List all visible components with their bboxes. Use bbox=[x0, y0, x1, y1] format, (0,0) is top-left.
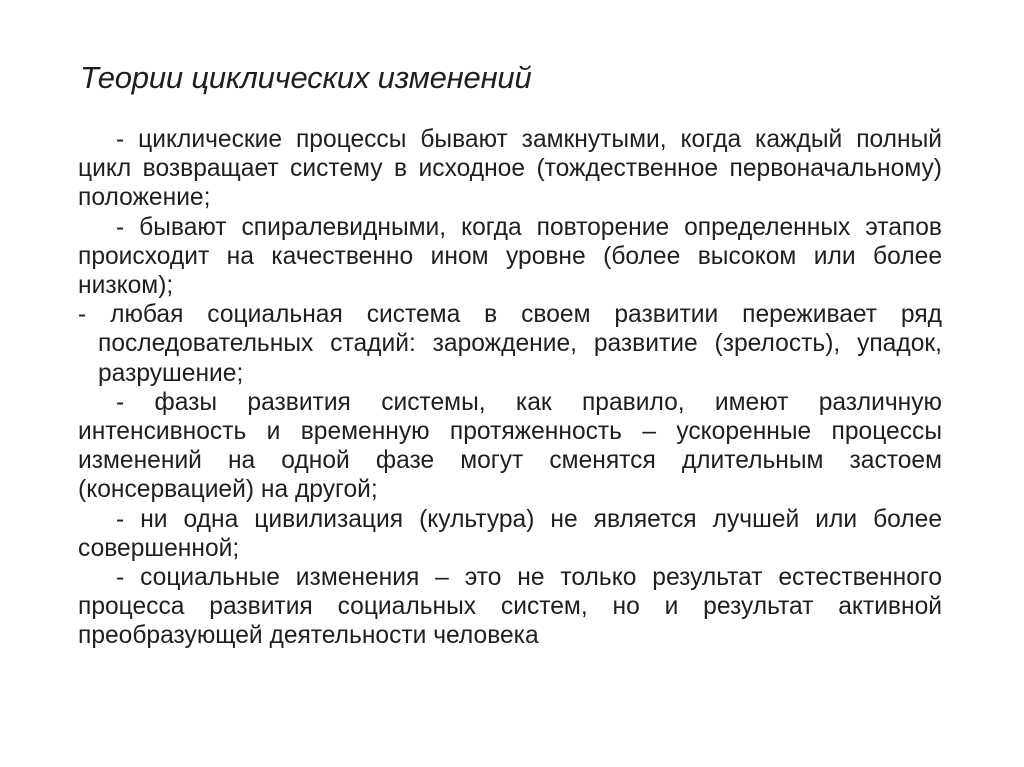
slide-title: Теории циклических изменений bbox=[80, 60, 532, 95]
paragraph-stages: - любая социальная система в своем развитии переживает ряд последовательных стадий: зарождение, развитие (зрелость), упадок, разрушение; bbox=[78, 301, 942, 387]
slide-body bbox=[78, 125, 942, 651]
paragraph-closed-cycles: - циклические процессы бывают замкнутыми, когда каждый полный цикл возвращает систему в исходное (тождественное первоначальному) положение; bbox=[78, 126, 942, 212]
paragraph-spiral-cycles: - бывают спиралевидными, когда повторение определенных этапов происходит на качественно ином уровне (более высоком или более низком); bbox=[78, 213, 942, 300]
paragraph-social-changes: - социальные изменения – это не только результат естественного процесса развития социальных систем, но и результат активной преобразующей деятельности человека bbox=[78, 564, 942, 650]
paragraph-civilization: - ни одна цивилизация (культура) не является лучшей или более совершенной; bbox=[78, 505, 942, 562]
paragraph-phases: - фазы развития системы, как правило, имеют различную интенсивность и временную протяженность – ускоренные процессы изменений на одной фазе могут сменятся длительным застоем (консервацией) на другой; bbox=[78, 388, 942, 504]
